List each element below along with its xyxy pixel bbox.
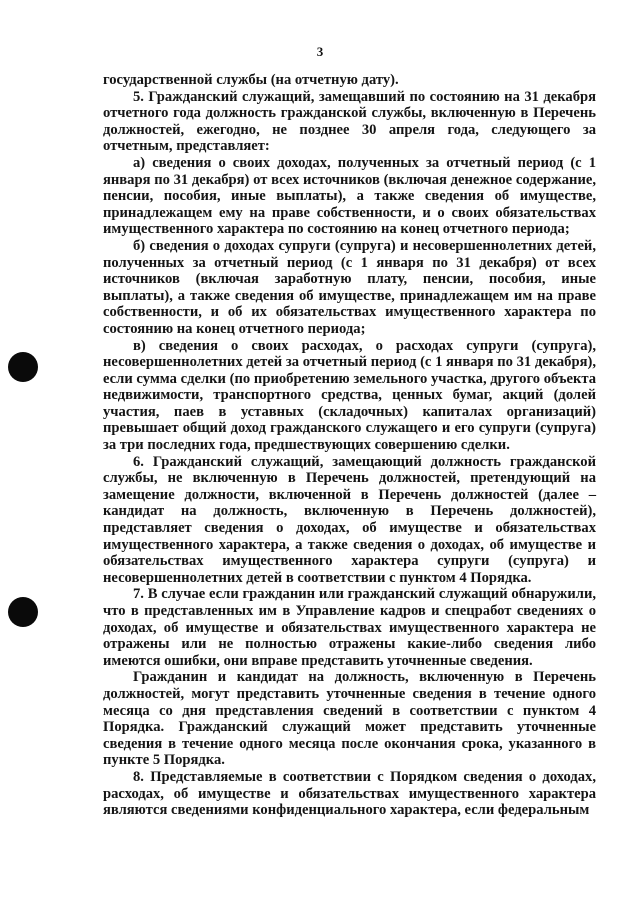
punch-hole-bottom [8, 597, 38, 627]
page-number: 3 [316, 44, 324, 59]
document-body [103, 72, 596, 819]
paragraph-item-5: 5. Гражданский служащий, замещавший по состоянию на 31 декабря отчетного года должность гражданской службы, включенную в Перечень должностей, ежегодно, не позднее 30 апреля года, следующего за отчетным, представляет: [103, 88, 596, 155]
paragraph-item-5b: б) сведения о доходах супруги (супруга) и несовершеннолетних детей, полученных за отчетный период (с 1 января по 31 декабря) от всех источников (включая заработную плату, пенсии, пособия, иные выплаты), а также сведения об имуществе, принадлежащем им на праве собственности, и об их обязательствах имущественного характера по состоянию на конец отчетного периода; [103, 237, 596, 337]
paragraph-item-7-cont: Гражданин и кандидат на должность, включенную в Перечень должностей, могут представить уточненные сведения в течение одного месяца со дня представления сведений в соответствии с пунктом 4 Порядка. Гражданский служащий может представить уточненные сведения в течение одного месяца после окончания срока, указанного в пункте 5 Порядка. [103, 669, 596, 769]
paragraph-item-5a: а) сведения о своих доходах, полученных за отчетный период (с 1 января по 31 декабря) от всех источников (включая денежное содержание, пенсии, пособия, иные выплаты), а также сведения об имуществе, принадлежащем ему на праве собственности, и о своих обязательствах имущественного характера по состоянию на конец отчетного периода; [103, 154, 596, 238]
punch-hole-top [8, 352, 38, 382]
paragraph-item-5v: в) сведения о своих расходах, о расходах супруги (супруга), несовершеннолетних детей за отчетный период (с 1 января по 31 декабря), если сумма сделки (по приобретению земельного участка, другого объекта недвижимости, транспортного средства, ценных бумаг, акций (долей участия, паев в уставных (складочных) капиталах организаций) превышает общий доход гражданского служащего и его супруги (супруга) за три последних года, предшествующих совершению сделки. [103, 337, 596, 454]
paragraph-item-6: 6. Гражданский служащий, замещающий должность гражданской службы, не включенную в Перечень должностей, претендующий на замещение должности, включенной в Перечень должностей (далее – кандидат на должность, включенную в Перечень должностей), представляет сведения о доходах, об имуществе и обязательствах имущественного характера, а также сведения о доходах, об имуществе и обязательствах имущественного характера супруги (супруга) и несовершеннолетних детей в соответствии с пунктом 4 Порядка. [103, 453, 596, 586]
paragraph-continuation: государственной службы (на отчетную дату). [103, 72, 399, 88]
paragraph-item-8: 8. Представляемые в соответствии с Порядком сведения о доходах, расходах, об имуществе и обязательствах имущественного характера являются сведениями конфиденциального характера, если федеральным [103, 768, 596, 819]
paragraph-item-7: 7. В случае если гражданин или гражданский служащий обнаружили, что в представленных им в Управление кадров и спецработ сведениях о доходах, об имуществе и обязательствах имущественного характера не отражены или не полностью отражены какие-либо сведения либо имеются ошибки, они вправе представить уточненные сведения. [103, 586, 596, 669]
